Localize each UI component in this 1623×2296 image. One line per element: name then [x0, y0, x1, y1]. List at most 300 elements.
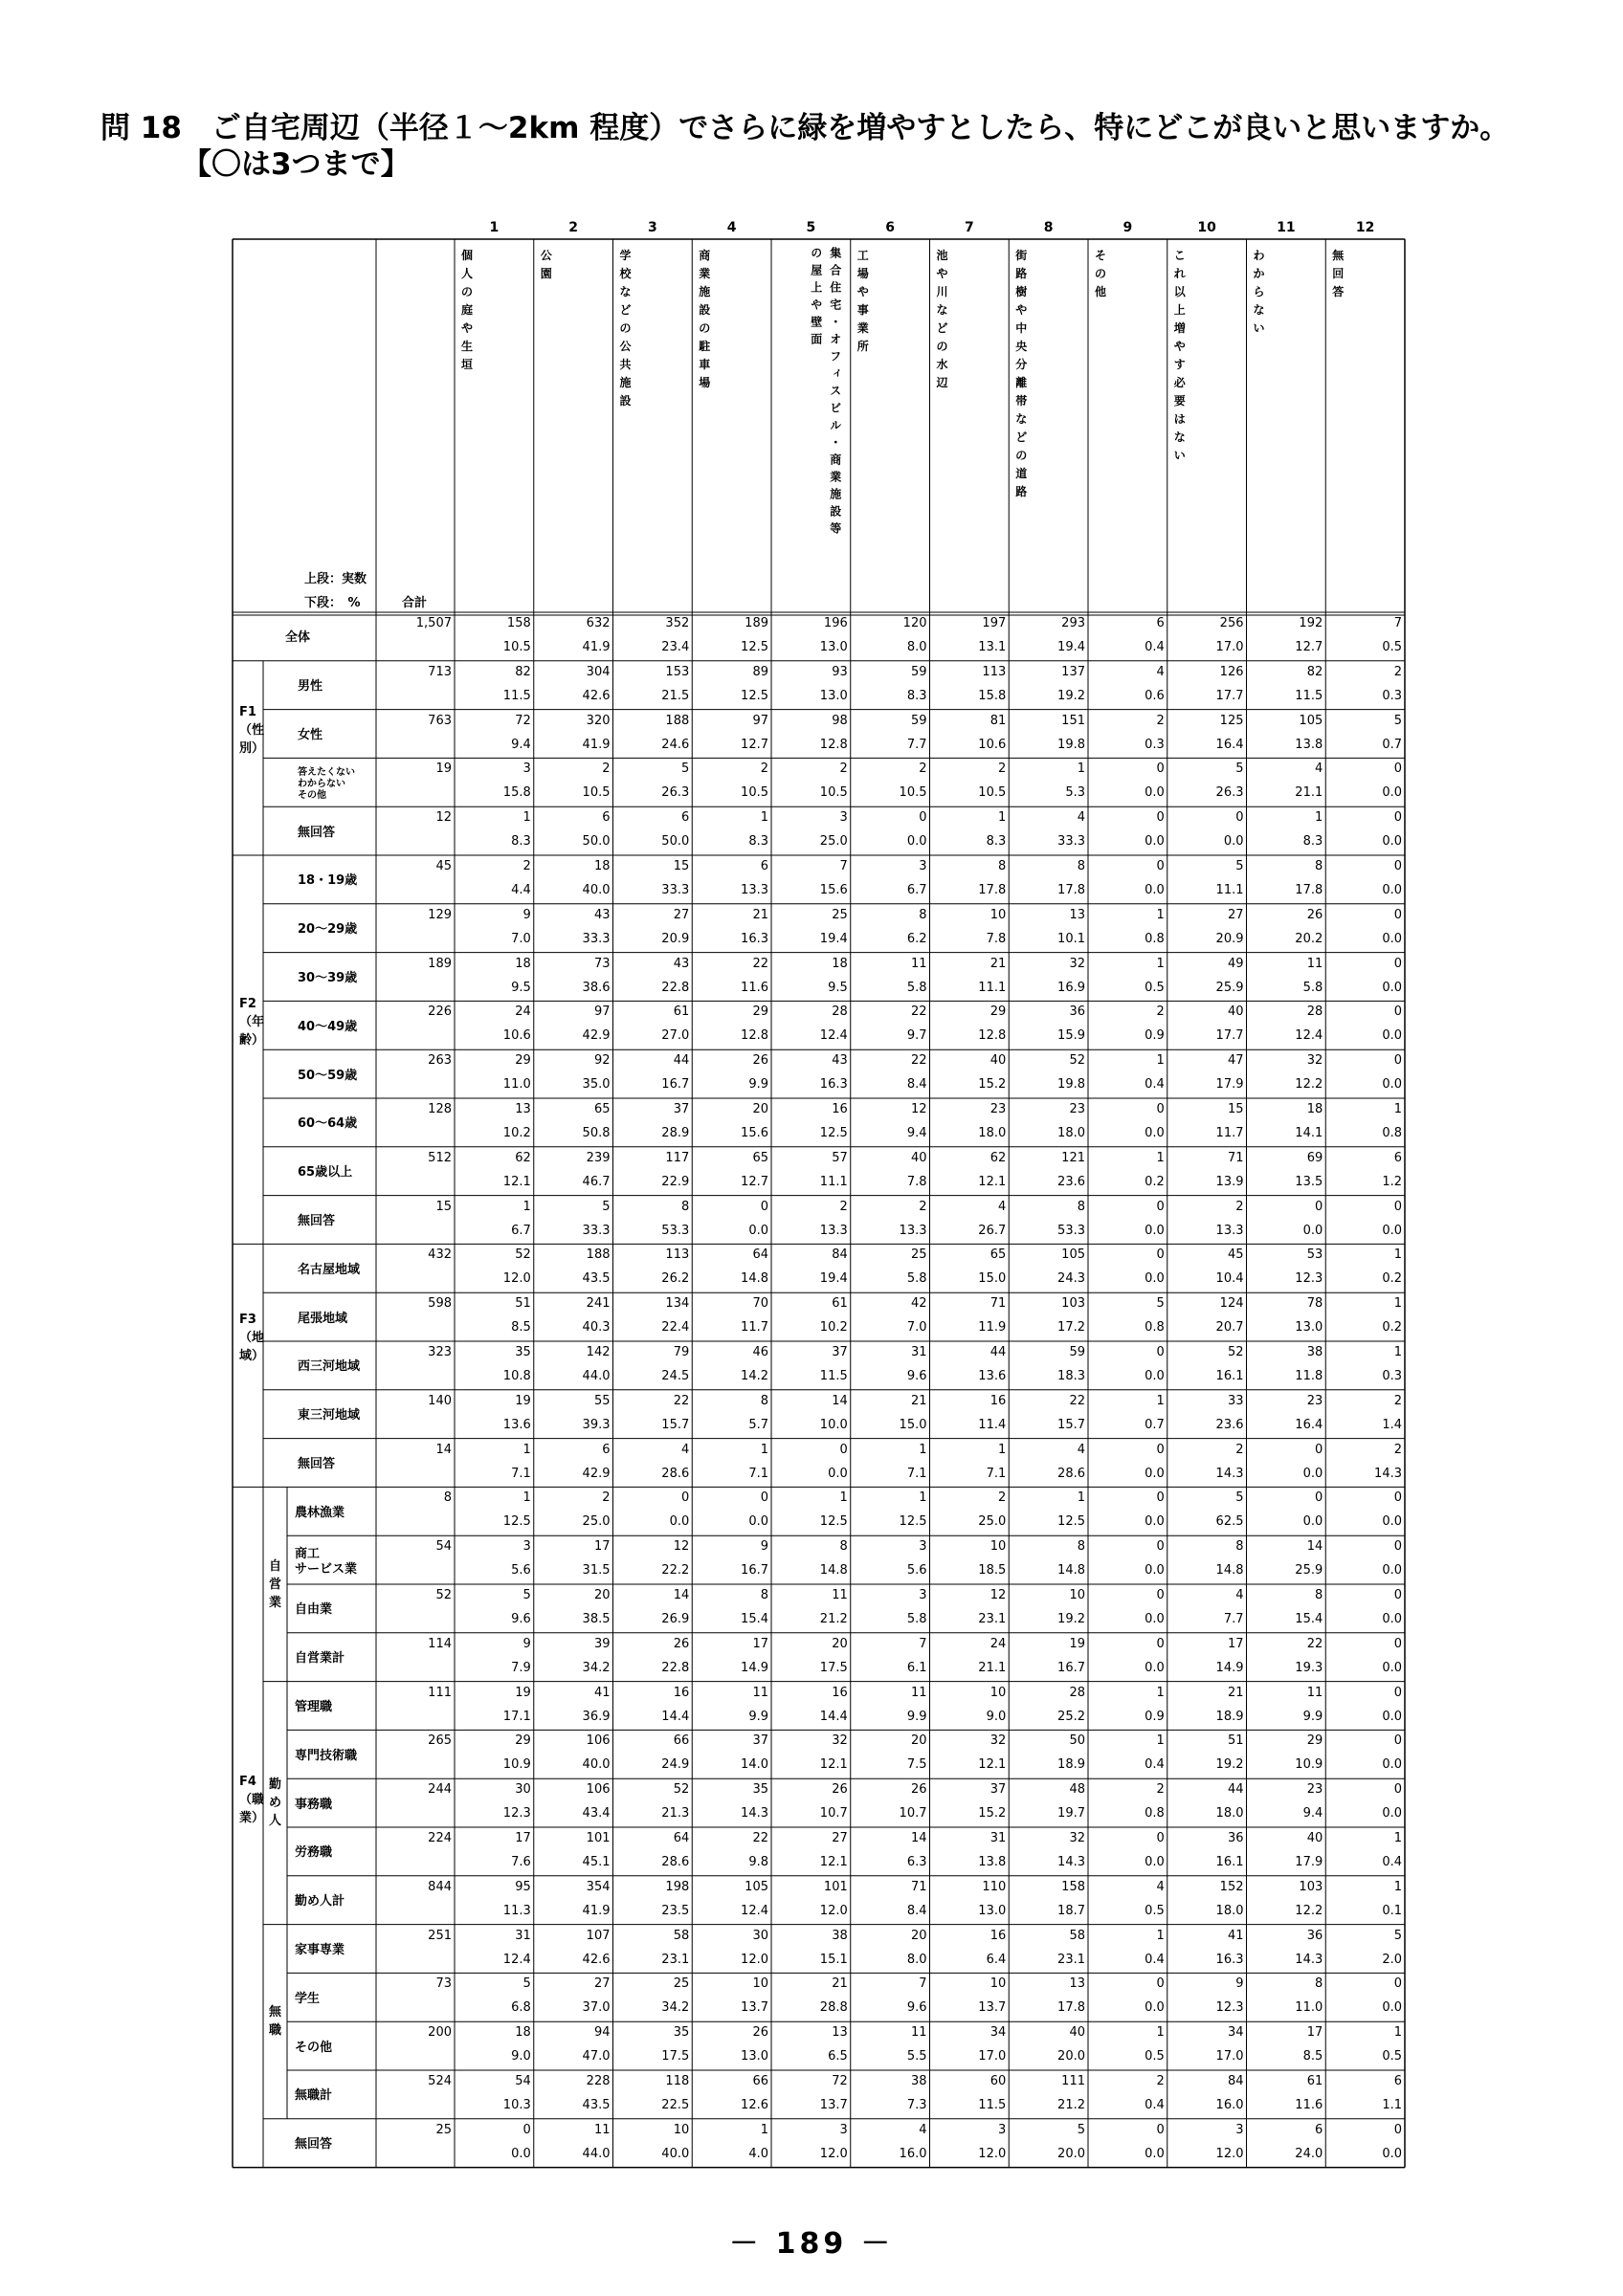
cell-percent: 13.0 [819, 688, 848, 703]
cell-count: 1 [522, 1490, 531, 1506]
cell-count: 78 [1306, 1296, 1323, 1312]
row-total: 224 [428, 1831, 452, 1845]
cell-percent: 12.2 [1295, 1077, 1323, 1093]
cell-count: 11 [1306, 956, 1323, 971]
row-label: 40～49歳 [298, 1019, 358, 1034]
cell-count: 0 [1393, 1976, 1402, 1992]
cell-percent: 0.4 [1145, 2098, 1165, 2112]
cell-percent: 12.7 [741, 1174, 768, 1189]
cell-percent: 22.5 [661, 2098, 690, 2112]
cell-count: 1 [760, 1442, 768, 1457]
cell-count: 0 [1314, 1490, 1323, 1506]
cell-count: 1 [1156, 956, 1165, 971]
cell-count: 22 [910, 1004, 927, 1020]
cell-percent: 0.0 [1145, 1271, 1165, 1287]
cell-count: 46 [752, 1345, 768, 1359]
cell-percent: 12.4 [1295, 1028, 1323, 1044]
cell-count: 1 [1077, 1490, 1085, 1506]
cell-count: 2 [522, 859, 531, 873]
cell-count: 107 [586, 1928, 611, 1943]
cell-percent: 21.2 [1057, 2098, 1085, 2112]
cell-count: 9 [522, 1636, 531, 1651]
cell-count: 59 [1069, 1345, 1085, 1359]
cell-percent: 23.4 [661, 640, 690, 654]
cell-count: 1 [1393, 2025, 1402, 2041]
cell-count: 1 [1393, 1296, 1402, 1312]
cell-count: 5 [680, 762, 690, 777]
cell-count: 0 [1156, 1102, 1165, 1116]
cell-count: 47 [1227, 1053, 1244, 1069]
row-total: 15 [435, 1199, 452, 1214]
cell-percent: 12.0 [1215, 2146, 1244, 2161]
row-label: 名古屋地域 [298, 1262, 361, 1277]
column-header: その他 [1094, 249, 1106, 298]
cell-percent: 20.9 [1215, 931, 1244, 946]
cell-percent: 28.9 [661, 1126, 690, 1140]
cell-percent: 16.1 [1215, 1369, 1244, 1383]
cell-percent: 18.5 [978, 1563, 1007, 1578]
cell-count: 6 [1156, 616, 1165, 630]
column-header: 商業施設の駐車場 [699, 249, 711, 389]
cell-count: 44 [673, 1053, 690, 1069]
cell-percent: 18.0 [1215, 1903, 1244, 1918]
cell-count: 4 [680, 1442, 690, 1457]
cell-count: 35 [752, 1782, 768, 1798]
cell-count: 32 [989, 1733, 1007, 1749]
cell-count: 8 [839, 1539, 848, 1555]
cell-count: 3 [919, 859, 927, 873]
cell-count: 8 [1077, 1539, 1085, 1555]
cell-count: 60 [989, 2074, 1007, 2088]
cell-percent: 10.2 [819, 1320, 848, 1336]
column-header: 集合住宅・オフィスビル・商業施設等の屋上や壁面 [809, 247, 842, 540]
cell-percent: 11.5 [978, 2098, 1007, 2112]
cell-percent: 10.1 [1057, 931, 1085, 946]
cell-percent: 11.9 [978, 1320, 1007, 1336]
row-total: 524 [428, 2074, 452, 2088]
row-total: 114 [428, 1636, 452, 1651]
cell-percent: 10.3 [502, 2098, 531, 2112]
column-header: 街路樹や中央分離帯などの道路 [1015, 249, 1028, 498]
cell-percent: 0.0 [1145, 2000, 1165, 2016]
cell-percent: 0.0 [1382, 2146, 1402, 2161]
cell-percent: 12.0 [978, 2146, 1007, 2161]
cell-percent: 14.9 [1215, 1660, 1244, 1675]
cell-percent: 0.0 [906, 834, 927, 850]
cell-count: 22 [910, 1053, 927, 1069]
cell-count: 35 [673, 2025, 690, 2041]
column-number: 5 [806, 220, 816, 235]
cell-percent: 0.0 [669, 1514, 690, 1530]
cell-count: 2 [997, 762, 1007, 777]
cell-count: 29 [752, 1004, 768, 1020]
cell-count: 3 [522, 762, 531, 777]
cell-count: 21 [832, 1976, 848, 1992]
cell-percent: 43.5 [582, 2098, 611, 2112]
cell-count: 111 [1061, 2074, 1085, 2088]
cell-percent: 15.7 [1057, 1417, 1085, 1432]
row-total: 598 [428, 1296, 452, 1312]
cell-percent: 14.8 [1057, 1563, 1085, 1578]
cell-percent: 0.3 [1382, 688, 1402, 703]
cell-count: 37 [989, 1782, 1007, 1798]
row-total: 763 [428, 713, 452, 728]
cell-count: 198 [665, 1879, 690, 1894]
cell-percent: 6.3 [906, 1855, 927, 1869]
cell-percent: 8.3 [986, 834, 1007, 850]
cell-count: 29 [515, 1733, 531, 1749]
cell-count: 26 [752, 2025, 768, 2041]
cell-count: 22 [752, 956, 768, 971]
cell-percent: 17.5 [661, 2049, 690, 2064]
cell-percent: 23.1 [661, 1952, 690, 1967]
cell-percent: 5.8 [906, 1612, 927, 1626]
cell-count: 12 [989, 1588, 1007, 1602]
cell-count: 3 [522, 1539, 531, 1555]
cell-percent: 10.5 [502, 640, 531, 654]
cell-count: 2 [839, 762, 848, 777]
column-number: 1 [489, 220, 500, 235]
cell-percent: 13.7 [819, 2098, 848, 2112]
cell-count: 52 [1227, 1345, 1244, 1359]
cell-percent: 38.6 [582, 980, 611, 995]
cell-count: 124 [1219, 1296, 1244, 1312]
cell-percent: 16.3 [741, 931, 768, 946]
cell-percent: 19.8 [1057, 737, 1085, 752]
cell-percent: 0.0 [1145, 1855, 1165, 1869]
cell-count: 0 [1393, 956, 1402, 971]
cell-percent: 0.2 [1145, 1174, 1165, 1189]
cell-count: 4 [1314, 762, 1323, 777]
cell-count: 20 [593, 1588, 611, 1602]
cell-percent: 42.9 [582, 1466, 611, 1481]
cell-count: 27 [832, 1831, 848, 1845]
group-label: F4（職業） [239, 1775, 265, 1825]
cell-percent: 0.8 [1145, 1806, 1165, 1821]
cell-count: 0 [760, 1490, 768, 1506]
cell-percent: 6.7 [511, 1223, 531, 1238]
cell-count: 51 [1227, 1733, 1244, 1749]
cell-percent: 18.3 [1057, 1369, 1085, 1383]
cell-count: 65 [593, 1102, 611, 1116]
cell-count: 1 [839, 1490, 848, 1506]
cell-count: 43 [673, 956, 690, 971]
cell-count: 4 [919, 2122, 927, 2137]
cell-count: 354 [586, 1879, 611, 1894]
cell-percent: 12.0 [819, 1903, 848, 1918]
cell-percent: 8.5 [1302, 2049, 1323, 2064]
cell-percent: 12.7 [741, 737, 768, 752]
cell-percent: 13.3 [899, 1223, 927, 1238]
cell-count: 2 [1393, 1393, 1402, 1408]
cell-count: 106 [586, 1733, 611, 1749]
cell-count: 16 [989, 1393, 1007, 1408]
cell-count: 40 [1306, 1831, 1323, 1845]
cell-percent: 9.0 [511, 2049, 531, 2064]
cell-count: 0 [1393, 1782, 1402, 1798]
cell-count: 38 [910, 2074, 927, 2088]
cell-count: 61 [1306, 2074, 1323, 2088]
cell-percent: 19.8 [1057, 1077, 1085, 1093]
row-total: 251 [428, 1928, 452, 1943]
cell-count: 2 [1156, 1004, 1165, 1020]
cell-count: 0 [1393, 1004, 1402, 1020]
cell-percent: 24.3 [1057, 1271, 1085, 1287]
cell-percent: 0.0 [1382, 834, 1402, 850]
cell-percent: 18.9 [1057, 1757, 1085, 1773]
cell-count: 10 [989, 1685, 1007, 1700]
cell-count: 36 [1227, 1831, 1244, 1845]
cell-count: 19 [1069, 1636, 1085, 1651]
cell-percent: 9.4 [906, 1126, 927, 1140]
cell-count: 6 [760, 859, 768, 873]
cell-percent: 9.7 [906, 1028, 927, 1044]
cell-count: 1 [1314, 810, 1323, 826]
cell-count: 13 [832, 2025, 848, 2041]
cell-percent: 0.0 [1382, 1612, 1402, 1626]
cell-count: 70 [752, 1296, 768, 1312]
cell-count: 3 [997, 2122, 1007, 2137]
cell-count: 153 [665, 664, 690, 679]
cell-count: 66 [673, 1733, 690, 1749]
row-label: 全体 [285, 630, 311, 646]
cell-percent: 23.1 [1057, 1952, 1085, 1967]
cell-count: 101 [823, 1879, 848, 1894]
cell-percent: 43.5 [582, 1271, 611, 1287]
cell-count: 82 [515, 664, 531, 679]
cell-count: 1 [1156, 1928, 1165, 1943]
cell-percent: 12.4 [819, 1028, 848, 1044]
cell-percent: 0.2 [1382, 1320, 1402, 1336]
cell-percent: 6.2 [906, 931, 927, 946]
cell-percent: 13.6 [502, 1417, 531, 1432]
cell-percent: 39.3 [582, 1417, 611, 1432]
cell-percent: 9.5 [511, 980, 531, 995]
cell-percent: 16.0 [899, 2146, 927, 2161]
cell-percent: 19.4 [1057, 640, 1085, 654]
cell-percent: 12.0 [819, 2146, 848, 2161]
cell-count: 84 [832, 1247, 848, 1263]
cell-percent: 16.3 [819, 1077, 848, 1093]
cell-count: 26 [673, 1636, 690, 1651]
cell-count: 72 [832, 2074, 848, 2088]
cell-percent: 44.0 [582, 1369, 611, 1383]
cell-percent: 6.7 [906, 883, 927, 897]
cell-count: 14 [832, 1393, 848, 1408]
cell-percent: 21.1 [1295, 785, 1323, 801]
cell-count: 10 [673, 2122, 690, 2137]
cell-percent: 13.9 [1215, 1174, 1244, 1189]
cell-count: 1 [1393, 1831, 1402, 1845]
cell-count: 0 [1156, 1588, 1165, 1602]
cell-percent: 12.1 [502, 1174, 531, 1189]
cell-count: 62 [515, 1150, 531, 1165]
cell-count: 196 [823, 616, 848, 630]
cell-count: 101 [586, 1831, 611, 1845]
cell-percent: 0.0 [1302, 1514, 1323, 1530]
cell-count: 11 [593, 2122, 611, 2137]
cell-count: 3 [839, 810, 848, 826]
cell-percent: 41.9 [582, 1903, 611, 1918]
column-header: 学校などの公共施設 [619, 249, 632, 408]
row-total: 432 [428, 1247, 452, 1263]
cell-percent: 44.0 [582, 2146, 611, 2161]
cell-percent: 10.0 [819, 1417, 848, 1432]
cell-percent: 11.6 [1295, 2098, 1323, 2112]
cell-percent: 10.5 [819, 785, 848, 801]
cell-count: 40 [989, 1053, 1007, 1069]
cell-percent: 47.0 [582, 2049, 611, 2064]
cell-count: 1 [1156, 1685, 1165, 1700]
row-total: 140 [428, 1393, 452, 1408]
cell-percent: 10.7 [899, 1806, 927, 1821]
cell-percent: 0.0 [1382, 1709, 1402, 1724]
cell-count: 18 [1306, 1102, 1323, 1116]
cell-count: 0 [1393, 2122, 1402, 2137]
cell-percent: 13.0 [741, 2049, 768, 2064]
cell-count: 82 [1306, 664, 1323, 679]
cell-percent: 2.0 [1382, 1952, 1402, 1967]
cell-percent: 16.3 [1215, 1952, 1244, 1967]
cell-percent: 21.1 [978, 1660, 1007, 1675]
cell-percent: 4.0 [748, 2146, 768, 2161]
cell-percent: 0.4 [1145, 1952, 1165, 1967]
cell-percent: 28.6 [1057, 1466, 1085, 1481]
cell-percent: 10.2 [502, 1126, 531, 1140]
cell-percent: 10.9 [1295, 1757, 1323, 1773]
cell-count: 0 [1156, 2122, 1165, 2137]
cell-percent: 0.0 [748, 1223, 768, 1238]
cell-percent: 19.4 [819, 1271, 848, 1287]
cell-percent: 13.3 [1215, 1223, 1244, 1238]
cell-count: 17 [752, 1636, 768, 1651]
column-header: 個人の庭や生垣 [460, 249, 473, 371]
cell-percent: 6.4 [986, 1952, 1007, 1967]
cell-percent: 11.1 [1215, 883, 1244, 897]
row-total: 200 [428, 2025, 452, 2041]
cell-count: 0 [1156, 1976, 1165, 1992]
column-number: 2 [568, 220, 578, 235]
cell-percent: 50.8 [582, 1126, 611, 1140]
row-total: 19 [435, 762, 452, 777]
cell-count: 17 [1227, 1636, 1244, 1651]
cell-count: 93 [832, 664, 848, 679]
cell-percent: 33.3 [582, 931, 611, 946]
row-label: 50～59歳 [298, 1068, 358, 1083]
subgroup-label: 無職 [268, 2005, 281, 2039]
cell-percent: 0.4 [1145, 1077, 1165, 1093]
cell-percent: 36.9 [582, 1709, 611, 1724]
cell-percent: 14.3 [1295, 1952, 1323, 1967]
cell-percent: 25.0 [978, 1514, 1007, 1530]
cell-percent: 0.0 [1382, 1757, 1402, 1773]
cell-count: 1 [919, 1442, 927, 1457]
cell-count: 32 [1069, 1831, 1085, 1845]
cell-percent: 0.7 [1382, 737, 1402, 752]
cell-count: 14 [673, 1588, 690, 1602]
cell-count: 4 [1235, 1588, 1244, 1602]
row-label: 勤め人計 [295, 1894, 345, 1910]
total-header: 合計 [402, 596, 428, 610]
cell-count: 29 [515, 1053, 531, 1069]
cell-percent: 17.8 [978, 883, 1007, 897]
row-label: 女性 [298, 728, 323, 742]
cell-percent: 45.1 [582, 1855, 611, 1869]
cell-percent: 8.3 [1302, 834, 1323, 850]
cell-count: 18 [515, 956, 531, 971]
cell-count: 3 [919, 1539, 927, 1555]
row-label: 自営業計 [295, 1651, 345, 1667]
cell-count: 0 [1156, 1490, 1165, 1506]
cell-percent: 8.4 [906, 1077, 927, 1093]
cell-percent: 21.5 [661, 688, 690, 703]
cell-percent: 15.6 [741, 1126, 768, 1140]
cell-count: 0 [1393, 810, 1402, 826]
row-label: 管理職 [295, 1700, 333, 1714]
cell-count: 48 [1069, 1782, 1085, 1798]
cell-percent: 10.8 [502, 1369, 531, 1383]
cell-count: 188 [586, 1247, 611, 1263]
cell-count: 51 [515, 1296, 531, 1312]
cell-percent: 38.5 [582, 1612, 611, 1626]
cell-percent: 16.1 [1215, 1855, 1244, 1869]
cell-percent: 15.4 [1295, 1612, 1323, 1626]
row-label: 男性 [298, 679, 323, 695]
cell-percent: 24.9 [661, 1757, 690, 1773]
column-numbers [0, 220, 1623, 239]
cell-percent: 25.0 [819, 834, 848, 850]
cell-count: 36 [1069, 1004, 1085, 1020]
cell-percent: 19.7 [1057, 1806, 1085, 1821]
cell-percent: 5.8 [1302, 980, 1323, 995]
cell-count: 21 [989, 956, 1007, 971]
cell-percent: 12.4 [502, 1952, 531, 1967]
page-number: － 189 － [729, 2227, 894, 2261]
cell-percent: 0.0 [1382, 1563, 1402, 1578]
cell-count: 239 [586, 1150, 611, 1165]
cell-count: 19 [515, 1393, 531, 1408]
cell-percent: 0.2 [1382, 1271, 1402, 1287]
cell-percent: 9.4 [1302, 1806, 1323, 1821]
cell-count: 30 [752, 1928, 768, 1943]
cell-percent: 0.7 [1145, 1417, 1165, 1432]
cell-count: 24 [515, 1004, 531, 1020]
cell-count: 0 [839, 1442, 848, 1457]
cell-percent: 7.9 [511, 1660, 531, 1675]
cell-count: 61 [673, 1004, 690, 1020]
cell-percent: 0.4 [1382, 1855, 1402, 1869]
cell-count: 22 [752, 1831, 768, 1845]
cell-count: 1 [760, 2122, 768, 2137]
column-number: 11 [1277, 220, 1296, 235]
row-label: 尾張地域 [298, 1311, 348, 1326]
cell-percent: 14.8 [819, 1563, 848, 1578]
cell-count: 43 [832, 1053, 848, 1069]
cell-count: 26 [752, 1053, 768, 1069]
cell-percent: 0.0 [748, 1514, 768, 1530]
cell-percent: 26.2 [661, 1271, 690, 1287]
cell-count: 5 [1235, 762, 1244, 777]
cell-percent: 33.3 [661, 883, 690, 897]
cell-percent: 7.7 [1223, 1612, 1244, 1626]
cell-count: 1 [1077, 762, 1085, 777]
cell-percent: 7.7 [906, 737, 927, 752]
cell-percent: 0.0 [1302, 1466, 1323, 1481]
cell-count: 228 [586, 2074, 611, 2088]
cell-percent: 19.2 [1057, 688, 1085, 703]
cell-count: 14 [1306, 1539, 1323, 1555]
cell-count: 23 [1306, 1393, 1323, 1408]
